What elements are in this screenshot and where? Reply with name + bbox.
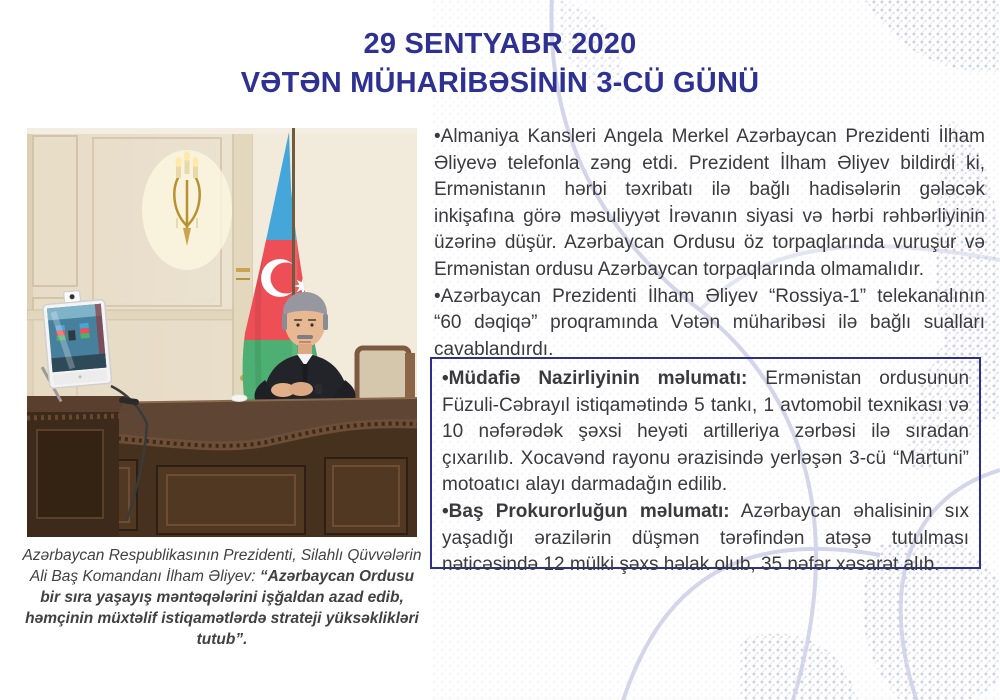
report-label: Müdafiə Nazirliyinin məlumatı:: [448, 368, 748, 389]
news-item-rossiya1-interview: •Azərbaycan Prezidenti İlham Əliyev “Rossiya-1” telekanalının “60 dəqiqə” proqramında Vətən müharibəsi ilə bağlı sualları cavablandırdı.: [434, 285, 985, 360]
photo-president-videoconference: [27, 128, 417, 537]
chair: [357, 348, 415, 403]
photo-caption: [20, 545, 424, 650]
bullet: •: [434, 126, 441, 147]
gold-sconce-icon: [142, 150, 232, 270]
bullet: •: [442, 368, 449, 389]
report-defense-ministry: •Müdafiə Nazirliyinin məlumatı: Ermənistan ordusunun Füzuli-Cəbrayıl istiqamətində 5 tankı, 1 avtomobil texnikası və 10 nəfərədək şəxsi heyəti artilleriya zərbəsi ilə sıradan çıxarılıb. Xocavənd rayonu ərazisində yerləşən 3-cü “Martuni” motoatıcı alayı darmadağın edilib.: [442, 368, 970, 496]
page-title: [0, 25, 1000, 103]
report-label: Baş Prokurorluğun məlumatı:: [448, 500, 730, 522]
bullet: •: [442, 500, 449, 522]
news-column: [434, 124, 985, 363]
title-war-day: VƏTƏN MÜHARİBƏSİNİN 3-CÜ GÜNÜ: [240, 67, 760, 99]
report-prosecutor-general: •Baş Prokurorluğun məlumatı: Azərbaycan əhalisinin sıx yaşadığı ərazilərin düşmən tərəfindən atəşə tutulması nəticəsində 12 mülki şəxs həlak olub, 35 nəfər xəsarət alıb.: [442, 500, 969, 576]
title-date: 29 SENTYABR 2020: [363, 28, 637, 60]
caption-quote: “Azərbaycan Ordusu bir sıra yaşayış məntəqələrini işğaldan azad edib, həmçinin müxtəlif istiqamətlərdə strateji yüksəklikləri tutub”.: [25, 568, 419, 648]
desk: [27, 395, 417, 538]
bullet: •: [434, 285, 441, 307]
caption-intro: Azərbaycan Respublikasının Prezidenti, Silahlı Qüvvələrin Ali Baş Komandanı İlham Əliyev:: [22, 547, 422, 585]
news-item-merkel-call: •Almaniya Kansleri Angela Merkel Azərbaycan Prezidenti İlham Əliyevə telefonla zəng etdi. Prezident İlham Əliyev bildirdi ki, Ermənistanın hərbi təxribatı ilə bağlı hadisələrin gələcək inkişafına görə məsuliyyət İrəvanın siyasi və hərbi rəhbərliyinin üzərinə düşür. Azərbaycan Ordusu öz torpaqlarında vuruşur və Ermənistan ordusu Azərbaycan torpaqlarında olmamalıdır.: [434, 126, 985, 280]
official-reports-box: [430, 357, 981, 576]
